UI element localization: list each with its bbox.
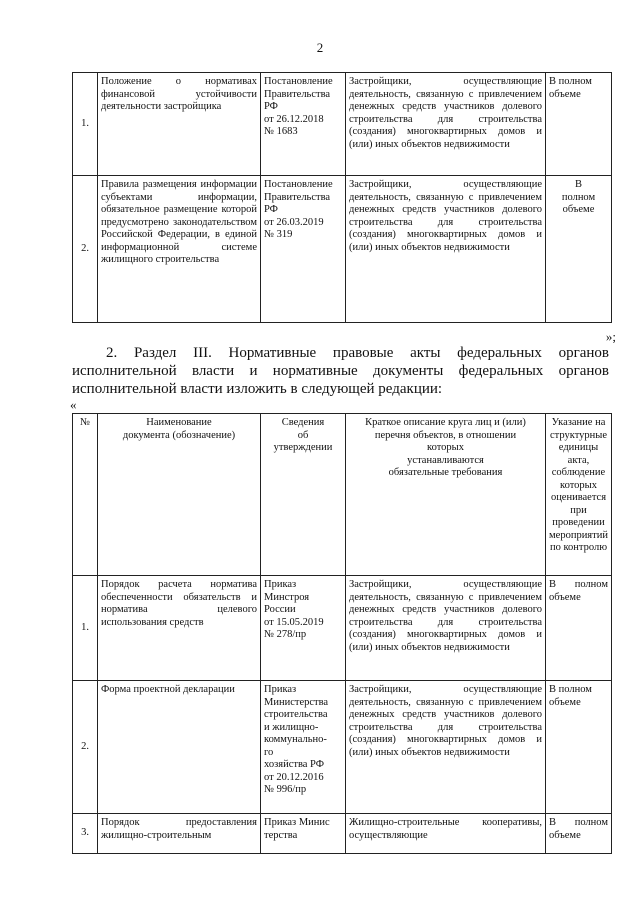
persons-description: Жилищно-строительные кооперативы, осуществляющие bbox=[346, 814, 546, 854]
scope-note: В полном объеме bbox=[546, 681, 612, 814]
table-header-row bbox=[73, 414, 612, 576]
table-row bbox=[73, 176, 612, 323]
table-row bbox=[73, 681, 612, 814]
header-persons: Краткое описание круга лиц и (или) перечня объектов, в отношении которых устанавливаются обязательные требования bbox=[346, 414, 546, 576]
header-approval: Сведения об утверждении bbox=[261, 414, 346, 576]
approval-info: Приказ Министерства строительства и жилищно- коммунально- го хозяйства РФ от 20.12.2016 № 996/пр bbox=[261, 681, 346, 814]
row-number: 1. bbox=[73, 73, 98, 176]
row-number: 3. bbox=[73, 814, 98, 854]
scope-note: В полном объеме bbox=[546, 176, 612, 323]
row-number: 1. bbox=[73, 576, 98, 681]
row-number: 2. bbox=[73, 176, 98, 323]
table-row bbox=[73, 73, 612, 176]
approval-info: Приказ Минис терства bbox=[261, 814, 346, 854]
regulations-table bbox=[72, 413, 612, 854]
scope-note: В полном объеме bbox=[546, 73, 612, 176]
persons-description: Застройщики, осуществляющие деятельность, связанную с привлечением денежных средств участников долевого строительства для строительства (создания) многоквартирных домов и (или) иных объектов недвижимости bbox=[346, 73, 546, 176]
persons-description: Застройщики, осуществляющие деятельность, связанную с привлечением денежных средств участников долевого строительства для строительства (создания) многоквартирных домов и (или) иных объектов недвижимости bbox=[346, 681, 546, 814]
closing-quote: »; bbox=[605, 329, 616, 344]
header-name: Наименование документа (обозначение) bbox=[98, 414, 261, 576]
persons-description: Застройщики, осуществляющие деятельность, связанную с привлечением денежных средств участников долевого строительства для строительства (создания) многоквартирных домов и (или) иных объектов недвижимости bbox=[346, 176, 546, 323]
approval-info: Постановление Правительства РФ от 26.03.2019 № 319 bbox=[261, 176, 346, 323]
document-name: Положение о нормативах финансовой устойчивости деятельности застройщика bbox=[98, 73, 261, 176]
regulations-table-continued bbox=[72, 72, 612, 323]
scope-note: В полном объеме bbox=[546, 576, 612, 681]
table-row bbox=[73, 576, 612, 681]
page-number: 2 bbox=[316, 40, 324, 55]
scope-note: В полном объеме bbox=[546, 814, 612, 854]
approval-info: Приказ Минстроя России от 15.05.2019 № 278/пр bbox=[261, 576, 346, 681]
amendment-paragraph: 2. Раздел III. Нормативные правовые акты федеральных органов исполнительной власти и нормативные документы федеральных органов исполнительной власти изложить в следующей редакции: bbox=[72, 345, 609, 397]
approval-info: Постановление Правительства РФ от 26.12.2018 № 1683 bbox=[261, 73, 346, 176]
opening-quote: « bbox=[70, 397, 77, 412]
header-scope: Указание на структурные единицы акта, соблюдение которых оценивается при проведении мероприятий по контролю bbox=[546, 414, 612, 576]
header-number: № bbox=[73, 414, 98, 576]
row-number: 2. bbox=[73, 681, 98, 814]
table-row bbox=[73, 814, 612, 854]
document-name: Порядок расчета норматива обеспеченности обязательств и норматива целевого использования средств bbox=[98, 576, 261, 681]
document-name: Порядок предоставления жилищно-строительным bbox=[98, 814, 261, 854]
document-name: Форма проектной декларации bbox=[98, 681, 261, 814]
persons-description: Застройщики, осуществляющие деятельность, связанную с привлечением денежных средств участников долевого строительства для строительства (создания) многоквартирных домов и (или) иных объектов недвижимости bbox=[346, 576, 546, 681]
document-name: Правила размещения информации субъектами информации, обязательное размещение которой предусмотрено законодательством Российской Федерации, в единой информационной системе жилищного строительства bbox=[98, 176, 261, 323]
